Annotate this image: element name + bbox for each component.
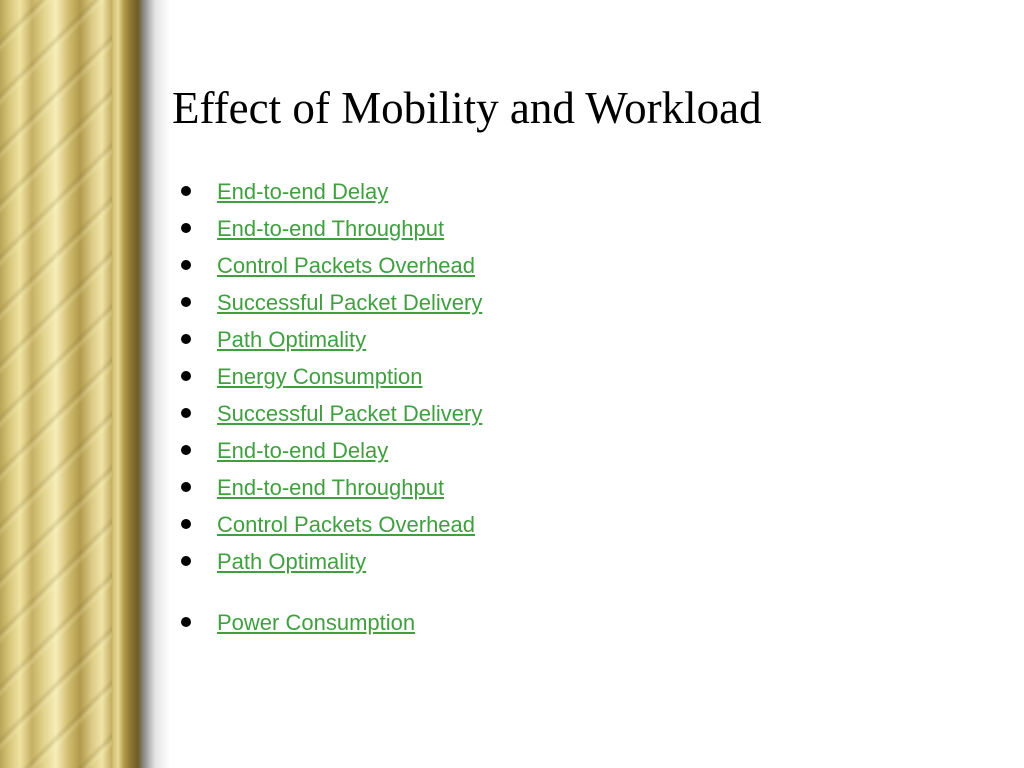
bullet-item	[180, 435, 482, 472]
bullet-dot-icon	[181, 260, 191, 270]
bullet-dot-icon	[181, 297, 191, 307]
bullet-item	[180, 398, 482, 435]
bullet-item	[180, 250, 482, 287]
link-end-to-end-throughput-2[interactable]: End-to-end Throughput	[217, 475, 445, 500]
link-power-consumption[interactable]: Power Consumption	[217, 610, 416, 635]
bullet-dot-icon	[181, 334, 191, 344]
link-path-optimality[interactable]: Path Optimality	[217, 327, 367, 352]
column-shadow	[156, 0, 170, 768]
bullet-dot-icon	[181, 482, 191, 492]
link-control-packets-overhead[interactable]: Control Packets Overhead	[217, 253, 476, 278]
bullet-item	[180, 509, 482, 546]
bullet-dot-icon	[181, 445, 191, 455]
decorative-column-trim	[112, 0, 156, 768]
bullet-list	[180, 176, 482, 644]
bullet-dot-icon	[181, 617, 191, 627]
link-end-to-end-delay[interactable]: End-to-end Delay	[217, 179, 389, 204]
bullet-item	[180, 287, 482, 324]
link-end-to-end-throughput[interactable]: End-to-end Throughput	[217, 216, 445, 241]
link-path-optimality-2[interactable]: Path Optimality	[217, 549, 367, 574]
bullet-item	[180, 324, 482, 361]
slide-title: Effect of Mobility and Workload	[172, 83, 762, 133]
bullet-dot-icon	[181, 186, 191, 196]
bullet-dot-icon	[181, 371, 191, 381]
bullet-item	[180, 607, 482, 644]
bullet-dot-icon	[181, 223, 191, 233]
link-energy-consumption[interactable]: Energy Consumption	[217, 364, 423, 389]
bullet-dot-icon	[181, 408, 191, 418]
bullet-item	[180, 176, 482, 213]
decorative-column	[0, 0, 112, 768]
link-control-packets-overhead-2[interactable]: Control Packets Overhead	[217, 512, 476, 537]
link-end-to-end-delay-2[interactable]: End-to-end Delay	[217, 438, 389, 463]
bullet-item	[180, 546, 482, 583]
bullet-dot-icon	[181, 519, 191, 529]
link-successful-packet-delivery[interactable]: Successful Packet Delivery	[217, 290, 483, 315]
bullet-dot-icon	[181, 556, 191, 566]
bullet-item	[180, 361, 482, 398]
bullet-item	[180, 213, 482, 250]
bullet-item	[180, 472, 482, 509]
link-successful-packet-delivery-2[interactable]: Successful Packet Delivery	[217, 401, 483, 426]
